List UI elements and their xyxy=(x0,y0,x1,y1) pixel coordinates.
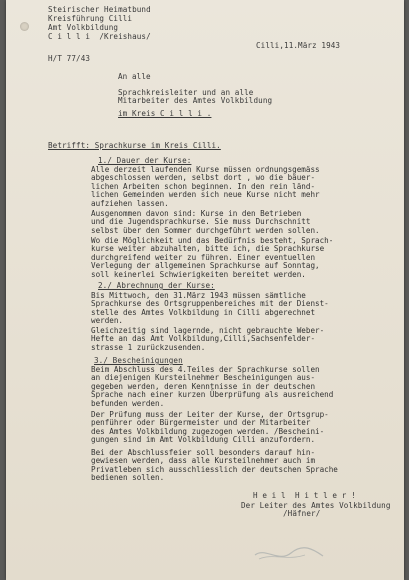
org-line-2: Kreisführung Cilli xyxy=(48,14,133,23)
recipient-line-2: Sprachkreisleiter und an alle xyxy=(118,88,254,97)
section-1-paragraph-1: Alle derzeit laufenden Kurse müssen ordnungsgemäss abgeschlossen werden, selbst dort , wo die bäuer- lichen Arbeiten schon beginnen. In den rein länd- lichen Gemeinden werden sich neue Kurse nicht mehr aufziehen lassen. xyxy=(91,165,320,208)
org-line-1: Steirischer Heimatbund xyxy=(48,5,151,14)
section-3-paragraph-3: Bei der Abschlussfeier soll besonders darauf hin- gewiesen werden, dass alle Kursteilnehmer auch im Privatleben sich ausschliesslich der deutschen Sprache bedienen sollen. xyxy=(91,448,338,483)
section-1-heading: 1./ Dauer der Kurse: xyxy=(98,156,192,165)
document-date: Cilli,11.März 1943 xyxy=(256,41,341,50)
closing-title: Der Leiter des Amtes Volkbildung xyxy=(241,501,391,510)
org-line-3: Amt Volkbildung xyxy=(48,23,119,32)
section-3-paragraph-2: Der Prüfung muss der Leiter der Kurse, der Ortsgrup- penführer oder Bürgermeister und der Mitarbeiter des Amtes Volkbildung zugezogen werden. /Bescheini- gungen sind im Amt Volkbildung Cilli anzufordern. xyxy=(91,410,329,445)
closing-salute: H e i l H i t l e r ! xyxy=(253,491,356,500)
section-3-heading: 3./ Bescheinigungen xyxy=(94,356,183,365)
subject-line: Betrifft: Sprachkurse im Kreis Cilli. xyxy=(48,141,221,150)
section-2-paragraph-1: Bis Mittwoch, den 31.März 1943 müssen sämtliche Sprachkurse des Ortsgruppenbereiches mit der Dienst- stelle des Amtes Volkbildung in Cilli abgerechnet werden. xyxy=(91,291,329,326)
closing-name: /Häfner/ xyxy=(283,509,321,518)
recipient-line-4: im Kreis C i l l i . xyxy=(118,109,212,118)
section-1-paragraph-2: Ausgenommen davon sind: Kurse in den Betrieben und die Jugendsprachkurse. Sie muss Durchschnitt selbst über den Sommer durchgeführt werden sollen. xyxy=(91,209,320,235)
recipient-line-3: Mitarbeiter des Amtes Volkbildung xyxy=(118,96,273,105)
punch-hole xyxy=(20,22,29,31)
section-2-heading: 2./ Abrechnung der Kurse: xyxy=(98,281,215,290)
document-page xyxy=(6,0,404,580)
section-3-paragraph-1: Beim Abschluss des 4.Teiles der Sprachkurse sollen an diejenigen Kursteilnehmer Bescheinigungen aus- gegeben werden, deren Kenntnisse in der deutschen Sprache nach einer kurzen Überprüfung als ausreichend befunden werden. xyxy=(91,365,334,408)
section-1-paragraph-3: Wo die Möglichkeit und das Bedürfnis besteht, Sprach- kurse weiter abzuhalten, bitte ich, die Sprachkurse durchgreifend weiter zu führen. Einer eventuellen Verlegung der allgemeinen Sprachkurse auf Sonntag, soll keinerlei Schwierigkeiten bereitet werden. xyxy=(91,236,334,279)
reference-number: H/T 77/43 xyxy=(48,54,91,63)
recipient-line-1: An alle xyxy=(118,72,151,81)
org-line-4: C i l l i /Kreishaus/ xyxy=(48,32,151,41)
signature-stamp xyxy=(249,541,329,567)
section-2-paragraph-2: Gleichzeitig sind lagernde, nicht gebrauchte Weber- Hefte an das Amt Volkbildung,Cilli,Sachsenfelder- strasse 1 zurückzusenden. xyxy=(91,326,325,352)
